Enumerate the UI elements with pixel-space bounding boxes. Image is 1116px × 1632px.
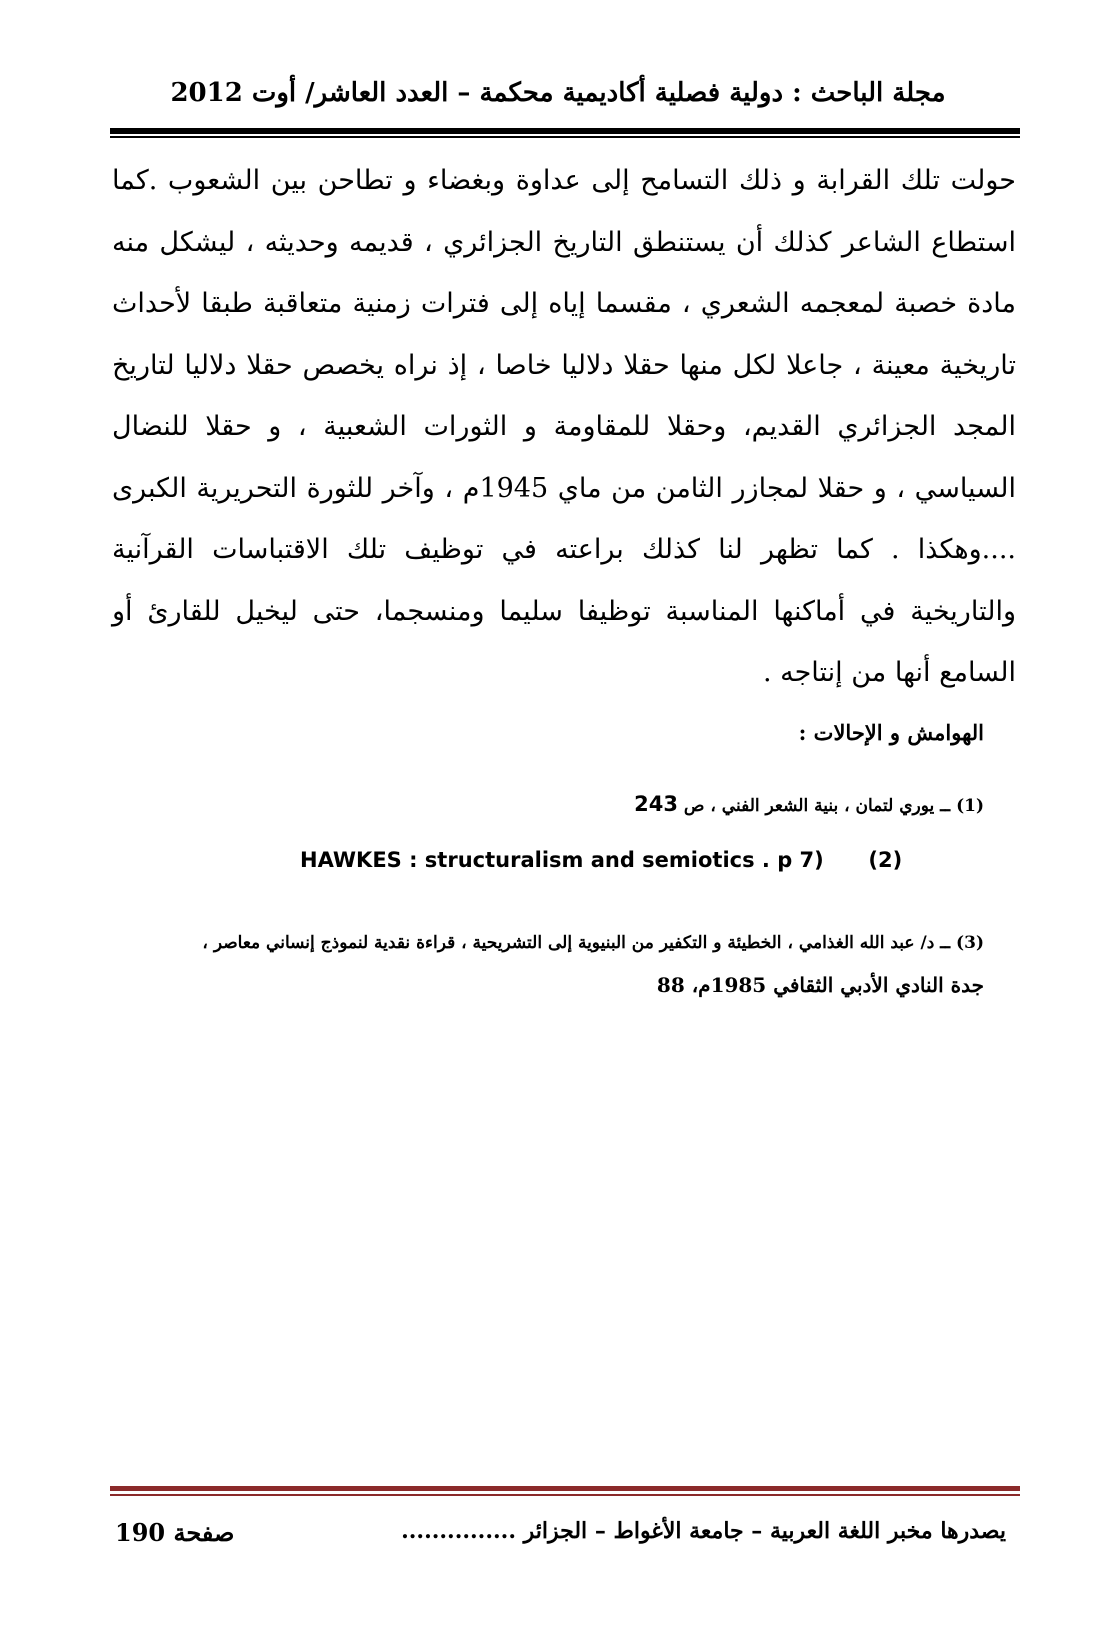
header-rule-thick (110, 128, 1020, 134)
body-paragraph: حولت تلك القرابة و ذلك التسامح إلى عداوة وبغضاء و تطاحن بين الشعوب .كما استطاع الشاعر كذلك أن يستنطق التاريخ الجزائري ، قديمه وحديثه ، ليشكل منه مادة خصبة لمعجمه الشعري ، مقسما إياه إلى فترات زمنية متعاقبة طبقا لأحداث تاريخية معينة ، جاعلا لكل منها حقلا دلاليا خاصا ، إذ نراه يخصص حقلا دلاليا لتاريخ المجد الجزائري القديم، وحقلا للمقاومة و الثورات الشعبية ، و حقلا للنضال السياسي ، و حقلا لمجازر الثامن من ماي 1945م ، وآخر للثورة التحريرية الكبرى ....وهكذا . كما تظهر لنا كذلك براعته في توظيف تلك الاقتباسات القرآنية والتاريخية في أماكنها المناسبة توظيفا سليما ومنسجما، حتى ليخيل للقارئ أو السامع أنها من إنتاجه . (112, 165, 1017, 688)
footnote-2 (300, 848, 902, 872)
footnote-2-num: (2) (868, 848, 903, 872)
footnote-1-text: (1) ــ يوري لتمان ، بنية الشعر الفني ، ص (683, 796, 984, 816)
header-rule-thin (110, 136, 1020, 138)
footer-page-number: صفحة 190 (115, 1518, 235, 1547)
footer-rule-thick (110, 1486, 1020, 1491)
footnote-1-page: 243 (634, 792, 678, 816)
footnote-3 (124, 922, 984, 1006)
journal-header: مجلة الباحث : دولية فصلية أكاديمية محكمة – العدد العاشر/ أوت 2012 (170, 78, 946, 108)
footer-rule-thin (110, 1494, 1020, 1496)
footnote-1 (634, 792, 984, 816)
footnote-3-line1: (3) ــ د/ عبد الله الغذامي ، الخطيئة و التكفير من البنيوية إلى التشريحية ، قراءة نقدية لنموذج إنساني معاصر ، (202, 933, 984, 953)
footer-publisher: يصدرها مخبر اللغة العربية – جامعة الأغواط – الجزائر ............... (401, 1518, 1006, 1544)
footnote-3-line2: جدة النادي الأدبي الثقافي 1985م، 88 (656, 973, 984, 997)
notes-title: الهوامش و الإحالات : (798, 720, 984, 745)
footnote-2-text: HAWKES : structuralism and semiotics . p 7) (300, 848, 824, 872)
